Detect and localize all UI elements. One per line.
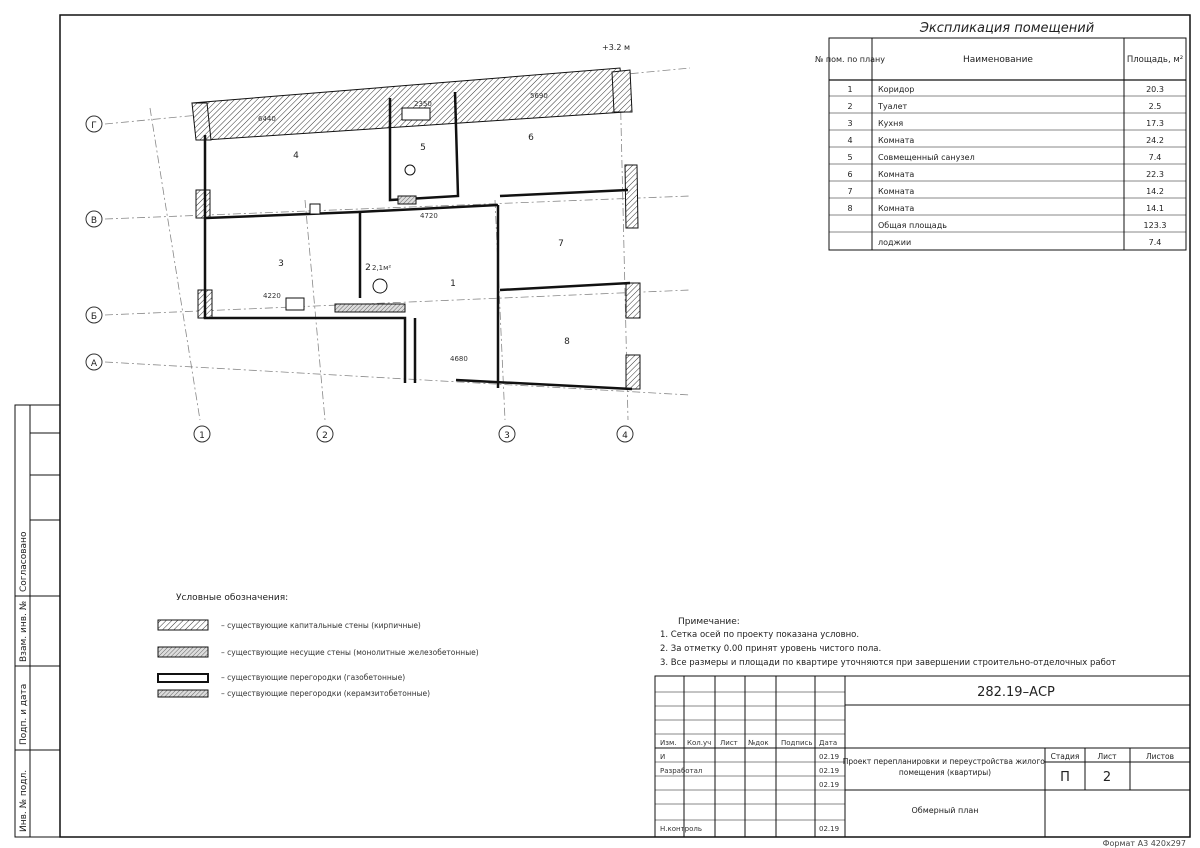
side-stamp-orig: Инв. № подл. <box>19 769 29 832</box>
room-label: 5 <box>420 143 426 153</box>
sheet-label: Лист <box>1097 752 1117 761</box>
explication-row-area: 24.2 <box>1146 136 1164 145</box>
room-label: 1 <box>450 279 456 289</box>
format-label: Формат А3 420х297 <box>1102 839 1186 848</box>
axis-label: 2 <box>322 431 328 441</box>
tb-role: Разработал <box>660 767 703 775</box>
sheet-value: 2 <box>1102 770 1112 785</box>
stage-value: П <box>1060 770 1070 785</box>
explication-title: Экспликация помещений <box>919 21 1095 36</box>
note-item: 1. Сетка осей по проекту показана условно. <box>660 630 860 640</box>
explication-row-name: Коридор <box>878 85 915 94</box>
tb-header: Изм. <box>660 739 677 747</box>
explication-row-name: Туалет <box>878 102 908 111</box>
room-label: 3 <box>278 259 284 269</box>
floor-plan <box>86 43 690 442</box>
note-item: 2. За отметку 0.00 принят уровень чистого пола. <box>660 644 882 654</box>
room-label: 2 <box>365 263 371 273</box>
toilet-area: 2,1м² <box>372 264 392 272</box>
explication-row-name: Комната <box>878 136 915 145</box>
side-stamp-inv: Взам. инв. № <box>19 600 29 662</box>
explication-col-no: № пом. по плану <box>815 55 885 64</box>
room-label: 8 <box>564 337 570 347</box>
plan-dim: 6440 <box>258 115 276 123</box>
explication-row-name: Комната <box>878 170 915 179</box>
explication-row-name: Комната <box>878 204 915 213</box>
legend-swatches <box>158 620 208 697</box>
explication-loggia-value: 7.4 <box>1148 238 1162 247</box>
plan-dim: 4220 <box>263 292 281 300</box>
explication-total-value: 123.3 <box>1143 221 1167 230</box>
room-label: 4 <box>293 151 299 161</box>
explication-row-area: 2.5 <box>1148 102 1162 111</box>
explication-col-area: Площадь, м² <box>1126 55 1184 65</box>
plan-dim: 4720 <box>420 212 438 220</box>
plan-dim: 5690 <box>530 92 548 100</box>
elevation-mark: +3.2 м <box>602 43 631 52</box>
side-stamp-agreed: Согласовано <box>19 531 29 592</box>
room-label: 6 <box>528 133 534 143</box>
explication-col-name: Наименование <box>963 55 1033 65</box>
axis-label: 3 <box>504 431 510 441</box>
stage-label: Стадия <box>1050 752 1080 761</box>
drawing-name: Обмерный план <box>911 806 979 815</box>
axis-label: А <box>90 359 98 369</box>
explication-row-no: 5 <box>847 153 853 162</box>
tb-header: Дата <box>819 739 838 747</box>
project-name: Проект перепланировки и переустройства жилого помещения (квартиры) <box>842 757 1045 777</box>
explication-row-area: 17.3 <box>1146 119 1164 128</box>
tb-date: 02.19 <box>819 781 840 789</box>
explication-row-area: 14.2 <box>1146 187 1164 196</box>
explication-row-area: 7.4 <box>1148 153 1162 162</box>
note-item: 3. Все размеры и площади по квартире уточняются при завершении строительно-отделочных работ <box>660 658 1116 668</box>
tb-date: 02.19 <box>819 753 840 761</box>
axis-label: 1 <box>199 431 205 441</box>
notes-title: Примечание: <box>678 617 740 627</box>
tb-header: №док <box>748 739 769 747</box>
tb-role: Н.контроль <box>660 825 702 833</box>
explication-row-no: 2 <box>847 102 853 111</box>
legend-item: – существующие перегородки (керамзитобетонные) <box>221 689 431 698</box>
explication-row-name: Совмещенный санузел <box>878 153 975 162</box>
legend-item: – существующие перегородки (газобетонные) <box>221 673 406 682</box>
axis-label: В <box>90 216 98 226</box>
explication-row-area: 22.3 <box>1146 170 1164 179</box>
explication-row-area: 14.1 <box>1146 204 1164 213</box>
explication-row-name: Комната <box>878 187 915 196</box>
explication-row-no: 7 <box>847 187 853 196</box>
plan-dim: 2350 <box>414 100 432 108</box>
explication-row-no: 6 <box>847 170 853 179</box>
side-stamp-sign: Подп. и дата <box>19 683 29 745</box>
axis-label: Г <box>91 121 97 131</box>
explication-loggia-label: лоджии <box>878 238 912 247</box>
explication-row-no: 3 <box>847 119 853 128</box>
legend-item: – существующие капитальные стены (кирпичные) <box>221 621 421 630</box>
axis-label: 4 <box>622 431 628 441</box>
tb-date: 02.19 <box>819 767 840 775</box>
tb-header: Подпись <box>781 739 813 747</box>
explication-row-area: 20.3 <box>1146 85 1164 94</box>
legend-item: – существующие несущие стены (монолитные железобетонные) <box>221 648 479 657</box>
doc-code: 282.19–АСР <box>977 685 1055 700</box>
legend-title: Условные обозначения: <box>176 593 289 603</box>
explication-rows <box>847 85 1163 213</box>
room-label: 7 <box>558 239 564 249</box>
axis-label: Б <box>90 312 98 322</box>
tb-date: 02.19 <box>819 825 840 833</box>
plan-dim: 4680 <box>450 355 468 363</box>
tb-header: Лист <box>720 739 738 747</box>
explication-row-no: 1 <box>847 85 853 94</box>
tb-role: И <box>660 753 666 761</box>
tb-header: Кол.уч <box>687 739 712 747</box>
explication-row-name: Кухня <box>878 119 904 128</box>
explication-total-label: Общая площадь <box>878 221 947 230</box>
sheets-label: Листов <box>1145 752 1175 761</box>
explication-row-no: 4 <box>847 136 853 145</box>
explication-row-no: 8 <box>847 204 853 213</box>
